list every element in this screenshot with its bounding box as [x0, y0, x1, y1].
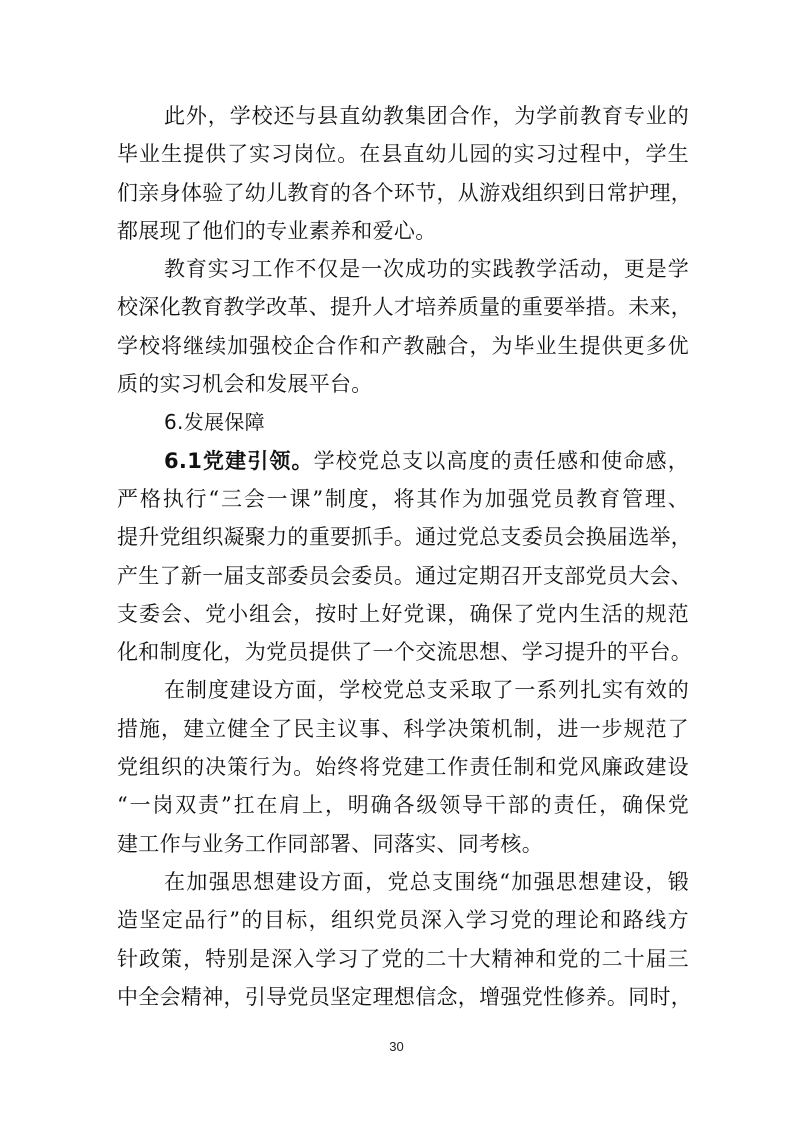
paragraph-line: 们亲身体验了幼儿教育的各个环节，从游戏组织到日常护理， [117, 180, 693, 205]
paragraph-line: 针政策，特别是深入学习了党的二十大精神和党的二十届三 [117, 946, 689, 971]
paragraph-line: 校深化教育教学改革、提升人才培养质量的重要举措。未来， [117, 295, 693, 320]
paragraph-line: 支委会、党小组会，按时上好党课，确保了党内生活的规范 [117, 601, 689, 626]
subsection-heading: 6.1党建引领。 [164, 448, 314, 473]
document-body [117, 97, 693, 1016]
paragraph-line: 严格执行“三会一课”制度，将其作为加强党员教育管理、 [117, 486, 689, 511]
paragraph-line: 提升党组织凝聚力的重要抓手。通过党总支委员会换届选举， [117, 525, 693, 550]
paragraph-line: “一岗双责”扛在肩上，明确各级领导干部的责任，确保党 [117, 793, 689, 818]
page-number: 30 [389, 1039, 404, 1054]
paragraph-line: 党组织的决策行为。始终将党建工作责任制和党风廉政建设 [117, 755, 689, 780]
paragraph-line: 毕业生提供了实习岗位。在县直幼儿园的实习过程中，学生 [117, 142, 689, 167]
paragraph-line [117, 442, 689, 480]
paragraph-line: 中全会精神，引导党员坚定理想信念，增强党性修养。同时， [117, 984, 693, 1009]
paragraph-text: 学校党总支以高度的责任感和使命感， [313, 448, 689, 473]
paragraph-line: 教育实习工作不仅是一次成功的实践教学活动，更是学 [164, 257, 689, 282]
section-heading: 6.发展保障 [164, 410, 265, 435]
paragraph-line: 在加强思想建设方面，党总支围绕“加强思想建设，锻 [164, 869, 689, 894]
paragraph-line: 化和制度化，为党员提供了一个交流思想、学习提升的平台。 [117, 640, 693, 665]
paragraph-line: 造坚定品行”的目标，组织党员深入学习党的理论和路线方 [117, 908, 689, 933]
paragraph-line: 此外，学校还与县直幼教集团合作，为学前教育专业的 [164, 104, 689, 128]
paragraph-line: 建工作与业务工作同部署、同落实、同考核。 [117, 831, 543, 856]
paragraph-line: 质的实习机会和发展平台。 [117, 372, 373, 397]
paragraph-line: 都展现了他们的专业素养和爱心。 [117, 218, 437, 243]
paragraph-line: 在制度建设方面，学校党总支采取了一系列扎实有效的 [164, 678, 689, 703]
paragraph-line: 产生了新一届支部委员会委员。通过定期召开支部党员大会、 [117, 563, 693, 588]
paragraph-line: 学校将继续加强校企合作和产教融合，为毕业生提供更多优 [117, 333, 689, 358]
paragraph-line: 措施，建立健全了民主议事、科学决策机制，进一步规范了 [117, 716, 689, 741]
